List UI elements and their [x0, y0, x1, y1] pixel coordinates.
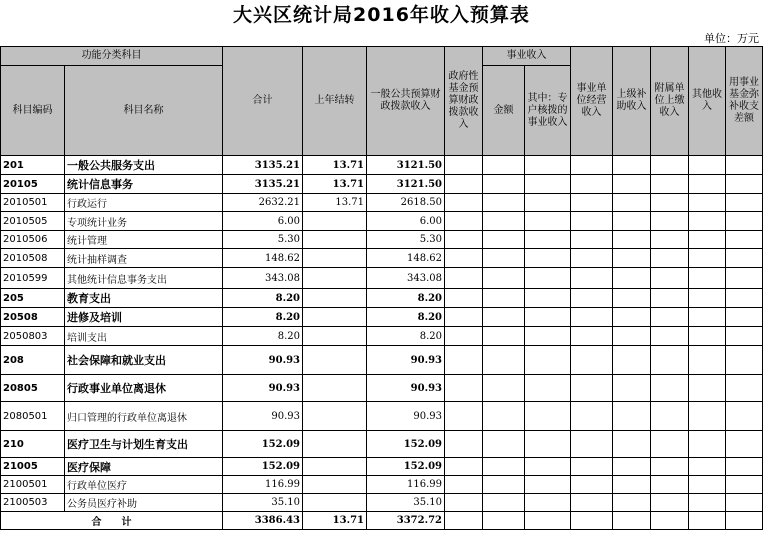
cell-total: 148.62 [223, 249, 303, 268]
cell-total: 152.09 [223, 458, 303, 476]
cell-empty [525, 289, 571, 308]
cell-carryover: 13.71 [303, 175, 367, 194]
cell-empty [571, 346, 613, 375]
career-income-header: 事业收入 [483, 47, 571, 66]
cell-total: 6.00 [223, 212, 303, 231]
cell-empty [689, 494, 726, 512]
cell-empty [571, 268, 613, 289]
cell-code: 21005 [1, 458, 65, 476]
cell-empty [651, 194, 689, 212]
cell-code: 208 [1, 346, 65, 375]
cell-total: 35.10 [223, 494, 303, 512]
table-row [1, 431, 763, 458]
cell-carryover [303, 476, 367, 494]
cell-empty [726, 494, 763, 512]
cell-empty [525, 346, 571, 375]
table-row [1, 308, 763, 327]
cell-empty [689, 431, 726, 458]
cell-empty [445, 512, 483, 530]
cell-empty [483, 512, 525, 530]
cell-empty [571, 512, 613, 530]
cell-name: 培训支出 [65, 327, 223, 346]
cell-empty [651, 156, 689, 175]
cell-code: 2080501 [1, 402, 65, 431]
cell-empty [445, 231, 483, 249]
cell-empty [525, 194, 571, 212]
cell-empty [689, 156, 726, 175]
cell-empty [571, 458, 613, 476]
cell-total: 5.30 [223, 231, 303, 249]
cell-total: 8.20 [223, 327, 303, 346]
cell-empty [651, 308, 689, 327]
cell-empty [525, 231, 571, 249]
total-header: 合计 [223, 47, 303, 156]
cell-empty [483, 494, 525, 512]
cell-empty [445, 346, 483, 375]
cell-empty [483, 156, 525, 175]
table-row [1, 402, 763, 431]
cell-general-budget: 8.20 [367, 289, 445, 308]
table-row [1, 327, 763, 346]
cell-total: 116.99 [223, 476, 303, 494]
cell-empty [483, 289, 525, 308]
cell-empty [445, 175, 483, 194]
cell-total: 3135.21 [223, 175, 303, 194]
cell-empty [613, 289, 651, 308]
cell-name: 专项统计业务 [65, 212, 223, 231]
cell-empty [726, 289, 763, 308]
cell-carryover [303, 458, 367, 476]
cell-empty [525, 249, 571, 268]
cell-carryover [303, 431, 367, 458]
cell-name: 统计管理 [65, 231, 223, 249]
cell-empty [726, 249, 763, 268]
cell-empty [689, 476, 726, 494]
cell-empty [651, 175, 689, 194]
cell-empty [525, 431, 571, 458]
cell-empty [445, 308, 483, 327]
cell-empty [445, 327, 483, 346]
cell-empty [613, 194, 651, 212]
cell-empty [689, 308, 726, 327]
cell-empty [571, 375, 613, 402]
unit-label: 单位：万元 [704, 32, 759, 45]
cell-empty [613, 156, 651, 175]
cell-carryover: 13.71 [303, 194, 367, 212]
cell-empty [689, 402, 726, 431]
cell-carryover [303, 375, 367, 402]
cell-total: 152.09 [223, 431, 303, 458]
cell-general-budget: 6.00 [367, 212, 445, 231]
cell-empty [726, 431, 763, 458]
cell-code: 205 [1, 289, 65, 308]
cell-general-budget: 148.62 [367, 249, 445, 268]
cell-empty [445, 402, 483, 431]
cell-empty [445, 375, 483, 402]
cell-empty [689, 194, 726, 212]
cell-general-budget: 343.08 [367, 268, 445, 289]
table-row [1, 268, 763, 289]
cell-carryover [303, 494, 367, 512]
cell-empty [651, 249, 689, 268]
cell-empty [651, 375, 689, 402]
cell-empty [525, 476, 571, 494]
cell-empty [726, 327, 763, 346]
cell-empty [445, 494, 483, 512]
cell-empty [525, 375, 571, 402]
cell-empty [651, 431, 689, 458]
cell-code: 20508 [1, 308, 65, 327]
cell-empty [483, 249, 525, 268]
cell-general-budget: 90.93 [367, 402, 445, 431]
cell-empty [571, 175, 613, 194]
cell-empty [445, 289, 483, 308]
table-row [1, 494, 763, 512]
cell-empty [726, 231, 763, 249]
cell-empty [726, 212, 763, 231]
cell-empty [689, 289, 726, 308]
cell-carryover [303, 308, 367, 327]
cell-empty [651, 346, 689, 375]
name-header: 科目名称 [65, 66, 223, 156]
cell-empty [651, 231, 689, 249]
cell-name: 归口管理的行政单位离退休 [65, 402, 223, 431]
cell-name: 行政单位医疗 [65, 476, 223, 494]
cell-empty [445, 249, 483, 268]
cell-name: 进修及培训 [65, 308, 223, 327]
cell-carryover: 13.71 [303, 156, 367, 175]
cell-empty [525, 458, 571, 476]
cell-empty [483, 431, 525, 458]
cell-empty [613, 327, 651, 346]
cell-name: 统计信息事务 [65, 175, 223, 194]
cell-code: 20105 [1, 175, 65, 194]
cell-name: 医疗卫生与计划生育支出 [65, 431, 223, 458]
cell-empty [613, 268, 651, 289]
cell-empty [613, 512, 651, 530]
cell-empty [726, 458, 763, 476]
cell-name: 统计抽样调查 [65, 249, 223, 268]
cell-empty [613, 431, 651, 458]
cell-code: 2100503 [1, 494, 65, 512]
cell-code: 2010506 [1, 231, 65, 249]
func-group-header: 功能分类科目 [1, 47, 223, 66]
table-row [1, 194, 763, 212]
cell-empty [571, 156, 613, 175]
cell-empty [483, 175, 525, 194]
cell-empty [613, 476, 651, 494]
cell-carryover [303, 231, 367, 249]
cell-name: 行政运行 [65, 194, 223, 212]
cell-total: 8.20 [223, 308, 303, 327]
cell-empty [613, 402, 651, 431]
cell-empty [483, 212, 525, 231]
cell-total: 90.93 [223, 402, 303, 431]
superior-subsidy-header: 上级补助收入 [613, 47, 651, 156]
cell-general-budget: 3121.50 [367, 156, 445, 175]
table-row [1, 212, 763, 231]
cell-code: 201 [1, 156, 65, 175]
cell-empty [726, 346, 763, 375]
cell-general-budget: 90.93 [367, 375, 445, 402]
cell-empty [689, 268, 726, 289]
cell-empty [483, 268, 525, 289]
cell-empty [651, 476, 689, 494]
table-row [1, 231, 763, 249]
business-income-header: 事业单位经营收入 [571, 47, 613, 156]
cell-empty [726, 308, 763, 327]
cell-empty [571, 431, 613, 458]
cell-empty [571, 476, 613, 494]
cell-empty [651, 289, 689, 308]
cell-code: 2010599 [1, 268, 65, 289]
cell-total: 343.08 [223, 268, 303, 289]
total-row [1, 512, 763, 530]
code-header: 科目编码 [1, 66, 65, 156]
cell-empty [689, 212, 726, 231]
cell-empty [525, 402, 571, 431]
cell-empty [445, 212, 483, 231]
cell-carryover [303, 268, 367, 289]
cell-empty [525, 175, 571, 194]
cell-empty [613, 494, 651, 512]
cell-name: 其他统计信息事务支出 [65, 268, 223, 289]
total-label: 合 计 [1, 512, 223, 530]
cell-general-budget: 5.30 [367, 231, 445, 249]
cell-empty [689, 375, 726, 402]
cell-empty [651, 458, 689, 476]
cell-empty [689, 458, 726, 476]
cell-empty [571, 249, 613, 268]
table-row [1, 249, 763, 268]
gov-fund-header: 政府性基金预算财政拨款收入 [445, 47, 483, 156]
cell-empty [571, 289, 613, 308]
cell-general-budget: 35.10 [367, 494, 445, 512]
cell-empty [525, 308, 571, 327]
cell-empty [689, 512, 726, 530]
cell-empty [571, 494, 613, 512]
table-row [1, 476, 763, 494]
table-row [1, 458, 763, 476]
cell-empty [651, 327, 689, 346]
cell-empty [525, 494, 571, 512]
total-general-budget: 3372.72 [367, 512, 445, 530]
cell-empty [483, 476, 525, 494]
cell-empty [651, 268, 689, 289]
cell-carryover [303, 346, 367, 375]
cell-carryover [303, 212, 367, 231]
cell-empty [483, 327, 525, 346]
cell-empty [483, 375, 525, 402]
cell-name: 医疗保障 [65, 458, 223, 476]
cell-name: 行政事业单位离退休 [65, 375, 223, 402]
cell-general-budget: 152.09 [367, 458, 445, 476]
cell-name: 公务员医疗补助 [65, 494, 223, 512]
cell-code: 2010505 [1, 212, 65, 231]
cell-empty [689, 175, 726, 194]
cell-empty [445, 156, 483, 175]
cell-empty [571, 327, 613, 346]
cell-empty [613, 212, 651, 231]
general-budget-header: 一般公共预算财政拨款收入 [367, 47, 445, 156]
cell-empty [613, 458, 651, 476]
amount-header: 金额 [483, 66, 525, 156]
table-row [1, 346, 763, 375]
cell-total: 2632.21 [223, 194, 303, 212]
cell-empty [689, 249, 726, 268]
cell-empty [571, 194, 613, 212]
cell-carryover [303, 402, 367, 431]
cell-empty [689, 231, 726, 249]
cell-empty [726, 476, 763, 494]
cell-code: 2010508 [1, 249, 65, 268]
other-income-header: 其他收入 [689, 47, 726, 156]
cell-general-budget: 8.20 [367, 327, 445, 346]
cell-empty [726, 156, 763, 175]
cell-empty [726, 175, 763, 194]
cell-empty [483, 402, 525, 431]
cell-empty [726, 402, 763, 431]
cell-empty [483, 346, 525, 375]
cell-empty [726, 512, 763, 530]
cell-empty [525, 212, 571, 231]
cell-empty [613, 249, 651, 268]
cell-name: 教育支出 [65, 289, 223, 308]
cell-general-budget: 2618.50 [367, 194, 445, 212]
cell-code: 2050803 [1, 327, 65, 346]
cell-empty [571, 231, 613, 249]
cell-carryover [303, 249, 367, 268]
carryover-header: 上年结转 [303, 47, 367, 156]
total-sum: 3386.43 [223, 512, 303, 530]
cell-empty [726, 268, 763, 289]
cell-empty [651, 512, 689, 530]
cell-empty [445, 476, 483, 494]
cell-empty [571, 212, 613, 231]
cell-carryover [303, 289, 367, 308]
cell-empty [613, 308, 651, 327]
cell-empty [525, 327, 571, 346]
cell-code: 210 [1, 431, 65, 458]
table-row [1, 375, 763, 402]
cell-code: 2010501 [1, 194, 65, 212]
cell-general-budget: 8.20 [367, 308, 445, 327]
cell-empty [651, 494, 689, 512]
cell-empty [571, 402, 613, 431]
cell-name: 社会保障和就业支出 [65, 346, 223, 375]
cell-empty [651, 402, 689, 431]
cell-name: 一般公共服务支出 [65, 156, 223, 175]
cell-empty [483, 458, 525, 476]
cell-empty [445, 268, 483, 289]
cell-empty [525, 268, 571, 289]
total-carryover: 13.71 [303, 512, 367, 530]
cell-empty [445, 431, 483, 458]
table-row [1, 156, 763, 175]
cell-empty [525, 512, 571, 530]
cell-empty [483, 308, 525, 327]
cell-empty [689, 327, 726, 346]
cell-empty [483, 194, 525, 212]
cell-empty [689, 346, 726, 375]
cell-empty [613, 346, 651, 375]
cell-empty [726, 194, 763, 212]
cell-total: 8.20 [223, 289, 303, 308]
fund-balance-header: 用事业基金弥补收支差额 [726, 47, 763, 156]
table-row [1, 289, 763, 308]
cell-empty [613, 375, 651, 402]
cell-empty [483, 231, 525, 249]
cell-empty [445, 458, 483, 476]
cell-empty [571, 308, 613, 327]
cell-empty [445, 194, 483, 212]
cell-empty [651, 212, 689, 231]
table-row [1, 175, 763, 194]
cell-general-budget: 116.99 [367, 476, 445, 494]
affiliated-income-header: 附属单位上缴收入 [651, 47, 689, 156]
cell-general-budget: 3121.50 [367, 175, 445, 194]
table-title: 大兴区统计局2016年收入预算表 [233, 4, 530, 26]
cell-empty [525, 156, 571, 175]
cell-total: 90.93 [223, 346, 303, 375]
cell-empty [726, 375, 763, 402]
cell-empty [613, 231, 651, 249]
special-account-header: 其中：专户核拨的事业收入 [525, 66, 571, 156]
cell-general-budget: 152.09 [367, 431, 445, 458]
budget-table [0, 46, 763, 530]
cell-code: 2100501 [1, 476, 65, 494]
cell-total: 3135.21 [223, 156, 303, 175]
cell-general-budget: 90.93 [367, 346, 445, 375]
cell-code: 20805 [1, 375, 65, 402]
cell-carryover [303, 327, 367, 346]
cell-empty [613, 175, 651, 194]
cell-total: 90.93 [223, 375, 303, 402]
